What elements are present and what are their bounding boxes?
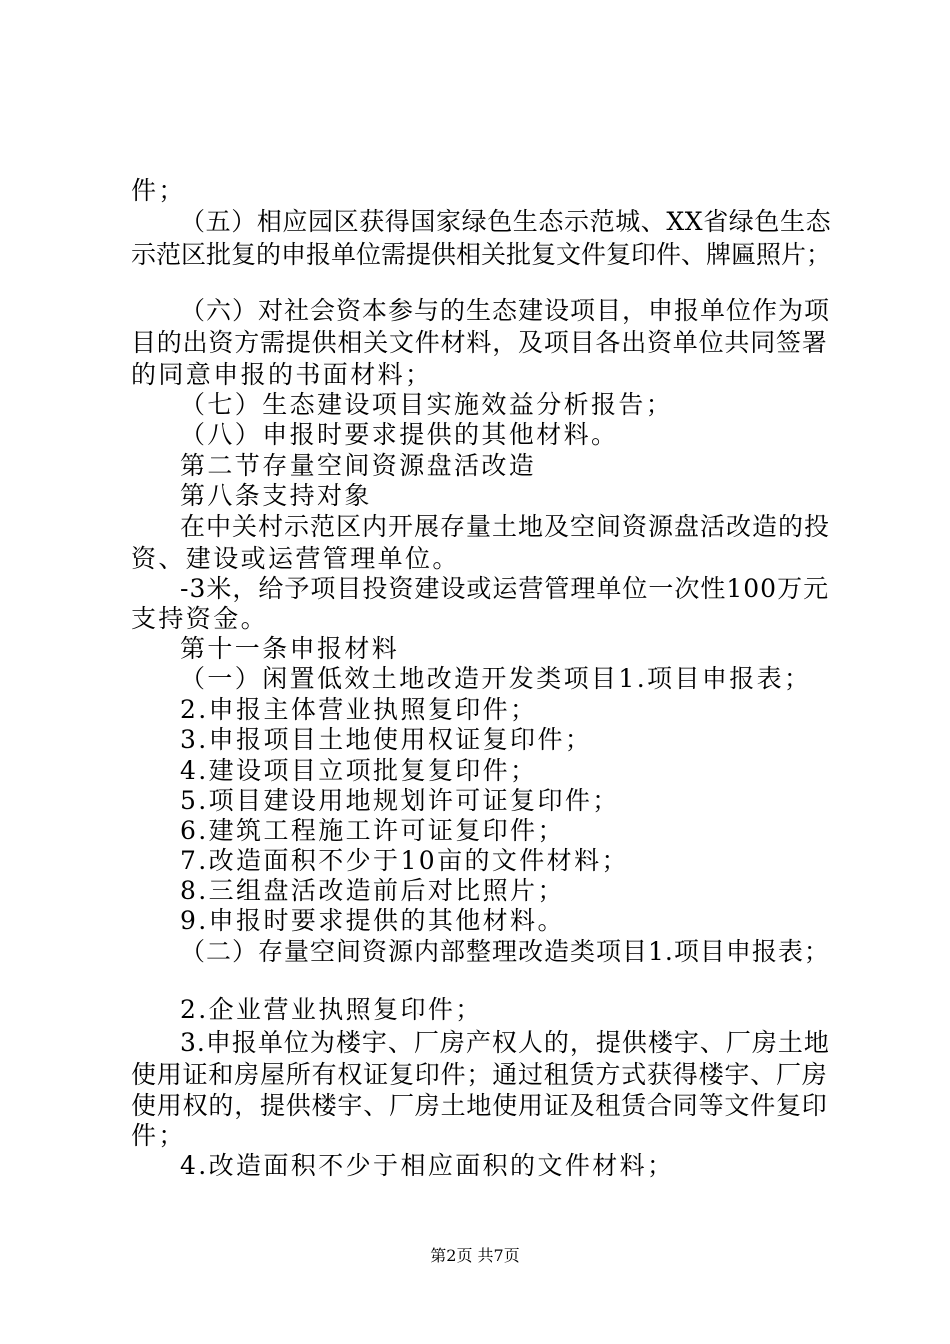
text-line: 件； — [131, 176, 186, 205]
list-item: 4.建设项目立项批复复印件； — [180, 756, 538, 785]
text-line: （八）申报时要求提供的其他材料。 — [180, 420, 619, 449]
list-item: 8.三组盘活改造前后对比照片； — [180, 876, 565, 905]
text-line: 目的出资方需提供相关文件材料，及项目各出资单位共同签署 — [131, 328, 828, 357]
list-item: 9.申报时要求提供的其他材料。 — [180, 906, 565, 935]
text-line: 的同意申报的书面材料； — [131, 360, 433, 389]
text-line: -3米，给予项目投资建设或运营管理单位一次性100万元 — [180, 574, 830, 603]
list-item: 4.改造面积不少于相应面积的文件材料； — [180, 1151, 675, 1180]
text-line: 使用证和房屋所有权证复印件；通过租赁方式获得楼宇、厂房 — [131, 1060, 828, 1089]
text-line: 使用权的，提供楼宇、厂房土地使用证及租赁合同等文件复印 — [131, 1091, 828, 1120]
list-item: 6.建筑工程施工许可证复印件； — [180, 816, 565, 845]
text-line: 在中关村示范区内开展存量土地及空间资源盘活改造的投 — [180, 512, 831, 541]
list-item: 3.申报项目土地使用权证复印件； — [180, 725, 593, 754]
section-heading: 第二节存量空间资源盘活改造 — [180, 451, 537, 480]
text-line: （二）存量空间资源内部整理改造类项目1.项目申报表； — [180, 937, 830, 966]
text-line: 示范区批复的申报单位需提供相关批复文件复印件、牌匾照片； — [131, 240, 832, 269]
list-item: 7.改造面积不少于10亩的文件材料； — [180, 846, 629, 875]
list-item: 2.企业营业执照复印件； — [180, 995, 483, 1024]
text-line: （六）对社会资本参与的生态建设项目，申报单位作为项 — [180, 296, 831, 325]
text-line: 支持资金。 — [131, 604, 269, 633]
text-line: （一）闲置低效土地改造开发类项目1.项目申报表； — [180, 664, 812, 693]
text-line: （七）生态建设项目实施效益分析报告； — [180, 390, 674, 419]
list-item: 2.申报主体营业执照复印件； — [180, 695, 538, 724]
article-heading: 第八条支持对象 — [180, 481, 372, 510]
text-line: （五）相应园区获得国家绿色生态示范城、XX省绿色生态 — [180, 207, 832, 236]
text-line: 件； — [131, 1121, 186, 1150]
list-item: 5.项目建设用地规划许可证复印件； — [180, 786, 620, 815]
text-line: 资、建设或运营管理单位。 — [131, 544, 460, 573]
list-item: 3.申报单位为楼宇、厂房产权人的，提供楼宇、厂房土地 — [180, 1028, 830, 1057]
page-number-footer: 第2页 共7页 — [430, 1246, 520, 1265]
article-heading: 第十一条申报材料 — [180, 634, 400, 663]
